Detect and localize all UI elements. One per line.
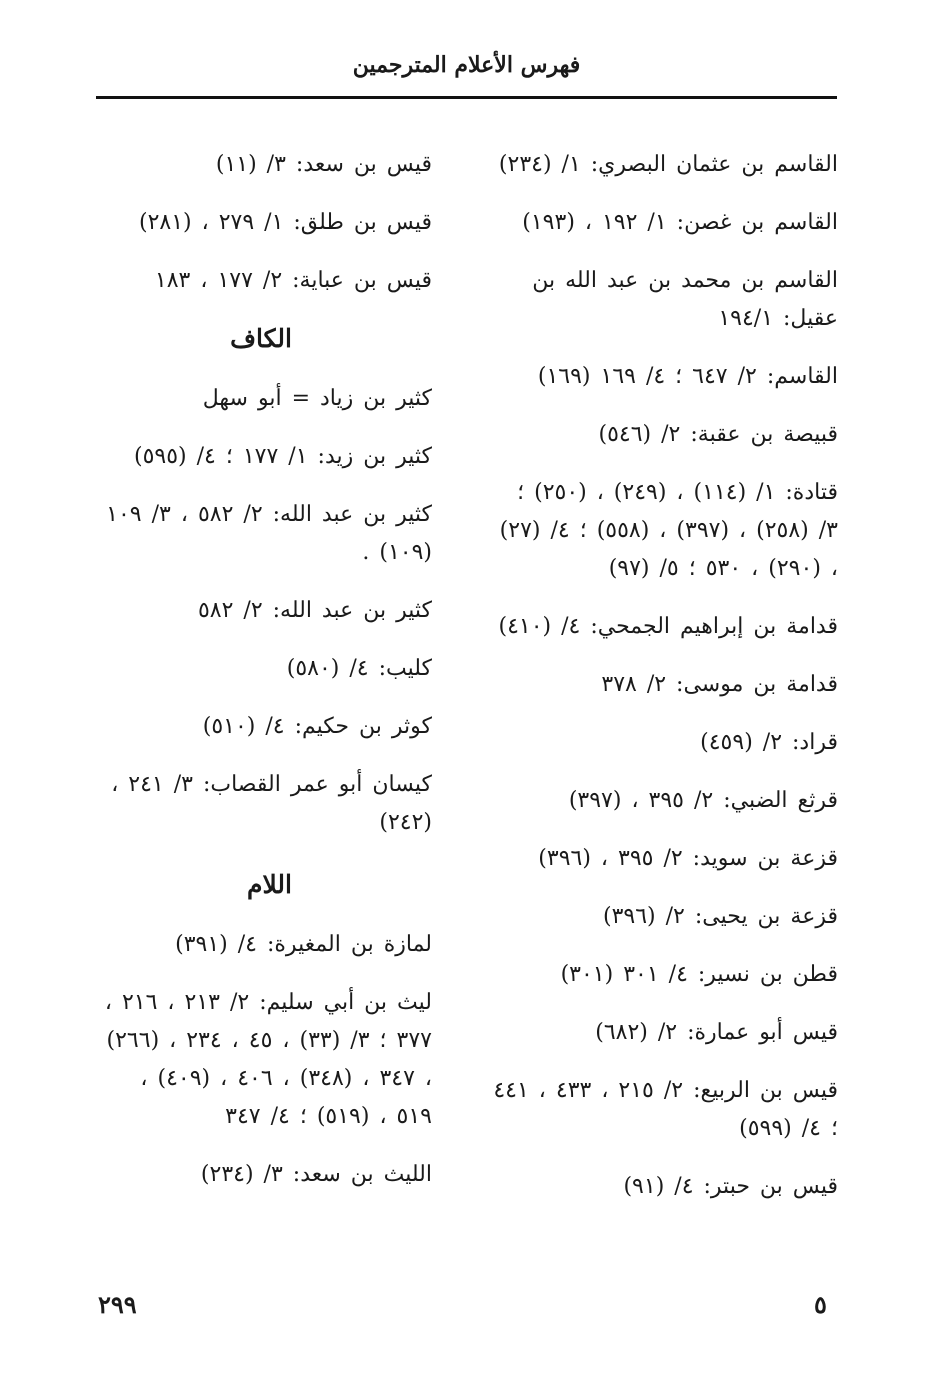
index-entry: قبيصة بن عقبة: ٢/ (٥٤٦) [598, 422, 838, 447]
index-entry: قيس بن عباية: ٢/ ١٧٧ ، ١٨٣ [154, 268, 432, 293]
index-entry: كثير بن زيد: ١/ ١٧٧ ؛ ٤/ (٥٩٥) [134, 444, 432, 469]
index-entry: قرثع الضبي: ٢/ ٣٩٥ ، (٣٩٧) [568, 788, 838, 813]
section-heading-lam: اللام [247, 870, 292, 899]
index-entry: القاسم بن محمد بن عبد الله بن عقيل: ١٩٤/١ [532, 268, 838, 331]
index-entry: القاسم: ٢/ ٦٤٧ ؛ ٤/ ١٦٩ (١٦٩) [537, 364, 838, 389]
page-title: فهرس الأعلام المترجمين [352, 52, 581, 78]
index-entry: قدامة بن موسى: ٢/ ٣٧٨ [601, 672, 838, 697]
index-entry: كثير بن عبد الله: ٢/ ٥٨٢ [197, 598, 432, 623]
index-entry: قدامة بن إبراهيم الجمحي: ٤/ (٤١٠) [498, 614, 838, 639]
header-rule [96, 96, 837, 99]
index-column-left [96, 146, 432, 1214]
index-entry: كيسان أبو عمر القصاب: ٣/ ٢٤١ ، (٢٤٢) [111, 772, 432, 835]
index-entry: لمازة بن المغيرة: ٤/ (٣٩١) [175, 932, 432, 957]
index-entry: قزعة بن يحيى: ٢/ (٣٩٦) [602, 904, 838, 929]
section-heading-kaf: الكاف [230, 324, 292, 353]
index-entry: قيس بن حبتر: ٤/ (٩١) [623, 1174, 838, 1199]
index-entry: قزعة بن سويد: ٢/ ٣٩٥ ، (٣٩٦) [538, 846, 838, 871]
index-entry: قيس بن سعد: ٣/ (١١) [215, 152, 432, 177]
index-entry: قيس بن الربيع: ٢/ ٢١٥ ، ٤٣٣ ، ٤٤١ ؛ ٤/ (٥٩٩) [493, 1078, 838, 1141]
page-number: ٢٩٩ [98, 1290, 137, 1319]
index-entry: القاسم بن غصن: ١/ ١٩٢ ، (١٩٣) [522, 210, 838, 235]
index-entry: الليث بن سعد: ٣/ (٢٣٤) [200, 1162, 432, 1187]
index-entry: كثير بن زياد = أبو سهل [202, 386, 432, 411]
index-entry: قيس بن طلق: ١/ ٢٧٩ ، (٢٨١) [138, 210, 432, 235]
index-entry: قطن بن نسير: ٤/ ٣٠١ (٣٠١) [560, 962, 838, 987]
index-entry: قتادة: ١/ (١١٤) ، (٢٤٩) ، (٢٥٠) ؛ ٣/ (٢٥٨) ، (٣٩٧) ، (٥٥٨) ؛ ٤/ (٢٧) ، (٢٩٠) ، ٥٣٠ ؛ ٥/ (٩٧) [499, 480, 838, 581]
signature-mark: ٥ [814, 1290, 827, 1319]
index-entry: قراد: ٢/ (٤٥٩) [700, 730, 838, 755]
index-column-right [490, 146, 838, 1226]
index-entry: قيس أبو عمارة: ٢/ (٦٨٢) [595, 1020, 838, 1045]
index-entry: ليث بن أبي سليم: ٢/ ٢١٣ ، ٢١٦ ، ٣٧٧ ؛ ٣/ (٣٣) ، ٤٥ ، ٢٣٤ ، (٢٦٦) ، ٣٤٧ ، (٣٤٨) ، ٤٠٦ ، (٤٠٩) ، ٥١٩ ، (٥١٩) ؛ ٤/ ٣٤٧ [104, 990, 432, 1129]
index-entry: القاسم بن عثمان البصري: ١/ (٢٣٤) [498, 152, 838, 177]
index-entry: كثير بن عبد الله: ٢/ ٥٨٢ ، ٣/ ١٠٩ (١٠٩) . [106, 502, 432, 565]
index-entry: كليب: ٤/ (٥٨٠) [286, 656, 432, 681]
index-entry: كوثر بن حكيم: ٤/ (٥١٠) [202, 714, 432, 739]
